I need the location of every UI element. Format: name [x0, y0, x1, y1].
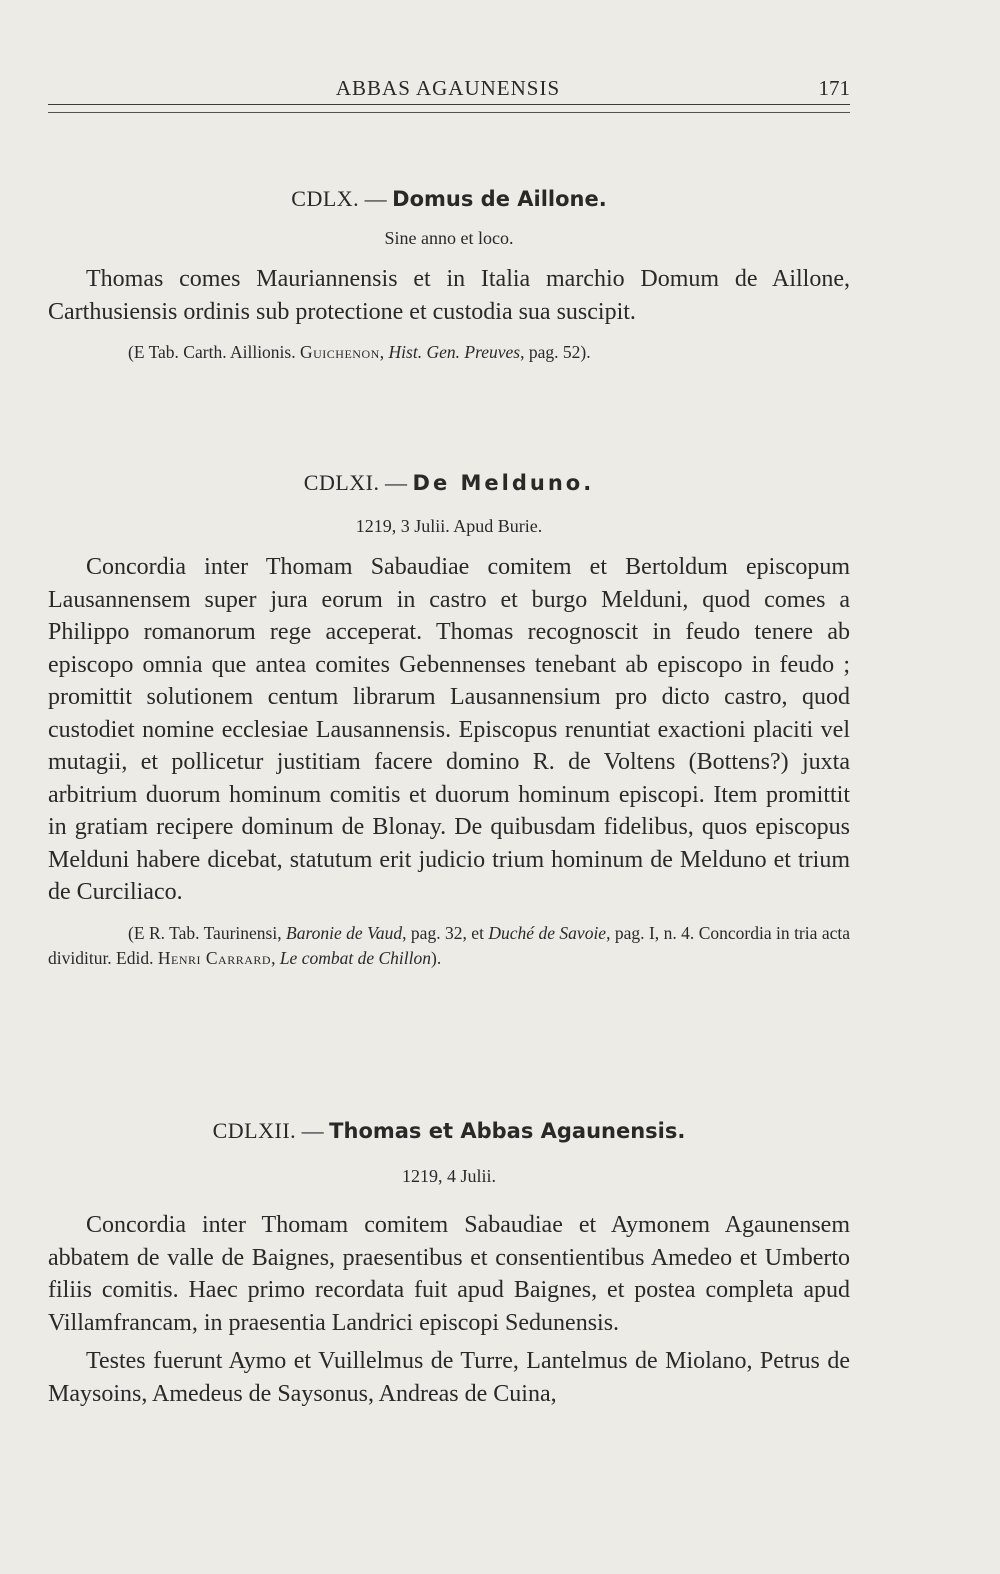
entry-number: CDLX. — [291, 186, 360, 211]
entry-cdlxii — [48, 1118, 850, 1410]
header-rule — [48, 104, 850, 105]
source-author: Guichenon — [299, 342, 380, 362]
entry-dash: — — [364, 186, 387, 211]
entry-dash: — — [301, 1118, 324, 1143]
source-text: (E Tab. Carth. Aillionis. — [128, 342, 300, 362]
entry-heading — [48, 470, 850, 496]
source-work: Le combat de Chillon — [279, 947, 431, 968]
entry-paragraph: Thomas comes Mauriannensis et in Italia marchio Domum de Aillone, Carthusiensis ordinis sub protectione et custodia sua suscipit. — [48, 266, 850, 325]
running-title: ABBAS AGAUNENSIS — [335, 76, 561, 100]
entry-dateline: 1219, 3 Julii. Apud Burie. — [355, 516, 543, 536]
source-work: Duché de Savoie — [488, 922, 607, 943]
running-header — [48, 74, 848, 104]
entry-paragraph: Testes fuerunt Aymo et Vuillelmus de Turre, Lantelmus de Miolano, Petrus de Maysoins, Amedeus de Saysonus, Andreas de Cuina, — [48, 1348, 850, 1407]
source-text: , pag. I, n. 4. Concordia in tria acta dividitur. Edid. — [48, 922, 850, 968]
source-text: , pag. 32, et — [402, 922, 489, 943]
entry-source — [48, 921, 850, 971]
source-text: , — [379, 342, 389, 362]
entry-paragraph: Concordia inter Thomam comitem Sabaudiae et Aymonem Agaunensem abbatem de valle de Baignes, praesentibus et consentientibus Amedeo et Umberto filiis comitis. Haec primo recordata fuit apud Baignes, et postea completa apud Villamfrancam, in praesentia Landrici episcopi Sedunensis. — [48, 1212, 850, 1336]
source-text: (E R. Tab. Taurinensi, — [128, 922, 287, 943]
entry-heading — [48, 186, 850, 212]
source-text: , — [271, 947, 280, 968]
entry-cdlxi — [48, 470, 850, 971]
source-text: , pag. 52). — [520, 342, 591, 362]
entry-dateline: 1219, 4 Julii. — [401, 1166, 496, 1186]
entry-heading — [48, 1118, 850, 1144]
entry-source — [48, 340, 850, 365]
source-work: Hist. Gen. Preuves — [388, 342, 521, 362]
source-work: Baronie de Vaud — [286, 922, 403, 943]
entry-title: De Melduno. — [412, 471, 595, 495]
header-rule-secondary — [48, 112, 850, 113]
entry-title: Thomas et Abbas Agaunensis. — [329, 1119, 686, 1143]
entry-cdlx — [48, 186, 850, 365]
entry-title: Domus de Aillone. — [392, 187, 607, 211]
entry-dash: — — [385, 470, 408, 495]
entry-number: CDLXI. — [303, 470, 380, 495]
entry-paragraph: Concordia inter Thomam Sabaudiae comitem et Bertoldum episcopum Lausannensem super jura eorum in castro et burgo Melduni, quod comes a Philippo romanorum rege acceperat. Thomas recognoscit in feudo tenere ab episcopo omnia que antea comites Gebennenses tenebant ab episcopo in feudo ; promittit solutionem centum librarum Lausannensium pro dicto castro, quod custodiet nomine ecclesiae Lausannensis. Episcopus renuntiat exactioni placiti vel mutagii, et pollicetur justitiam facere domino R. de Voltens (Bottens?) juxta arbitrium duorum hominum comitis et duorum hominum episcopi. Item promittit in gratiam recipere dominum de Blonay. De quibusdam fidelibus, quos episcopus Melduni habere dicebat, statutum erit judicio trium hominum de Melduno et trium de Curciliaco. — [48, 554, 850, 905]
page-number: 171 — [818, 76, 850, 100]
source-author: Henri Carrard — [157, 947, 272, 968]
entry-number: CDLXII. — [212, 1118, 297, 1143]
entry-dateline: Sine anno et loco. — [384, 228, 514, 248]
source-text: ). — [431, 947, 442, 968]
